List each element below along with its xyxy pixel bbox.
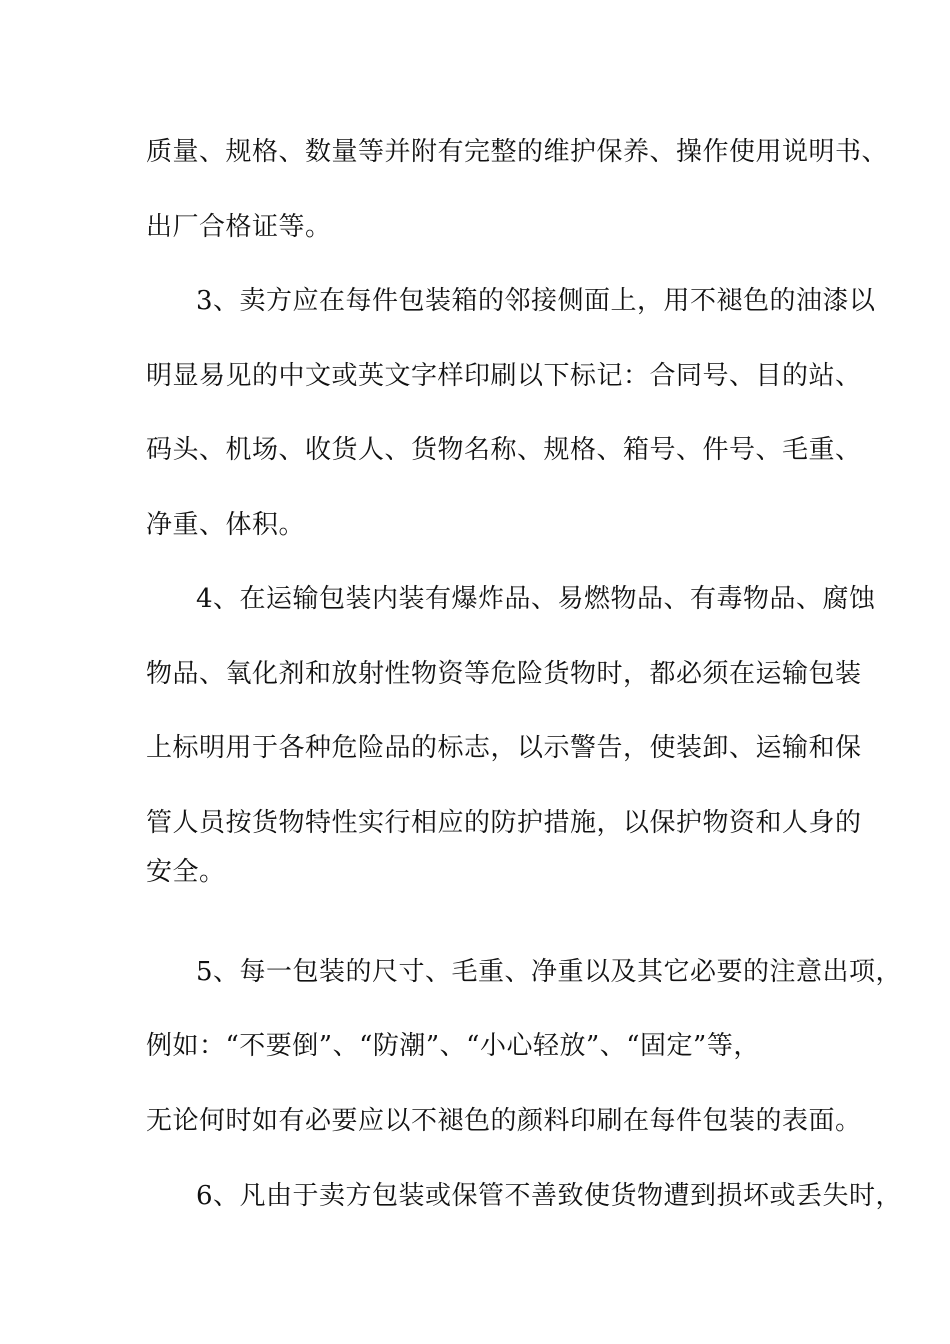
- text-line-5: 码头、机场、收货人、货物名称、规格、箱号、件号、毛重、: [146, 435, 862, 465]
- text-line-9: 上标明用于各种危险品的标志，以示警告，使装卸、运输和保: [146, 733, 862, 763]
- text-line-10: 管人员按货物特性实行相应的防护措施，以保护物资和人身的: [146, 808, 862, 838]
- text-line-1: 质量、规格、数量等并附有完整的维护保养、操作使用说明书、: [146, 137, 889, 167]
- text-line-12: 5、每一包装的尺寸、毛重、净重以及其它必要的注意出项，: [196, 957, 903, 987]
- text-line-3: 3、卖方应在每件包装箱的邻接侧面上，用不褪色的油漆以: [196, 286, 876, 316]
- text-line-14: 无论何时如有必要应以不褪色的颜料印刷在每件包装的表面。: [146, 1106, 862, 1136]
- text-line-4: 明显易见的中文或英文字样印刷以下标记：合同号、目的站、: [146, 361, 862, 391]
- text-line-6: 净重、体积。: [146, 510, 306, 540]
- text-line-15: 6、凡由于卖方包装或保管不善致使货物遭到损坏或丢失时，: [196, 1181, 903, 1211]
- text-line-2: 出厂合格证等。: [146, 212, 332, 242]
- text-line-7: 4、在运输包装内装有爆炸品、易燃物品、有毒物品、腐蚀: [196, 584, 876, 614]
- text-line-13: 例如：“不要倒”、“防潮”、“小心轻放”、“固定”等，: [146, 1031, 760, 1061]
- text-line-8: 物品、氧化剂和放射性物资等危险货物时，都必须在运输包装: [146, 659, 862, 689]
- text-line-11: 安全。: [146, 857, 226, 887]
